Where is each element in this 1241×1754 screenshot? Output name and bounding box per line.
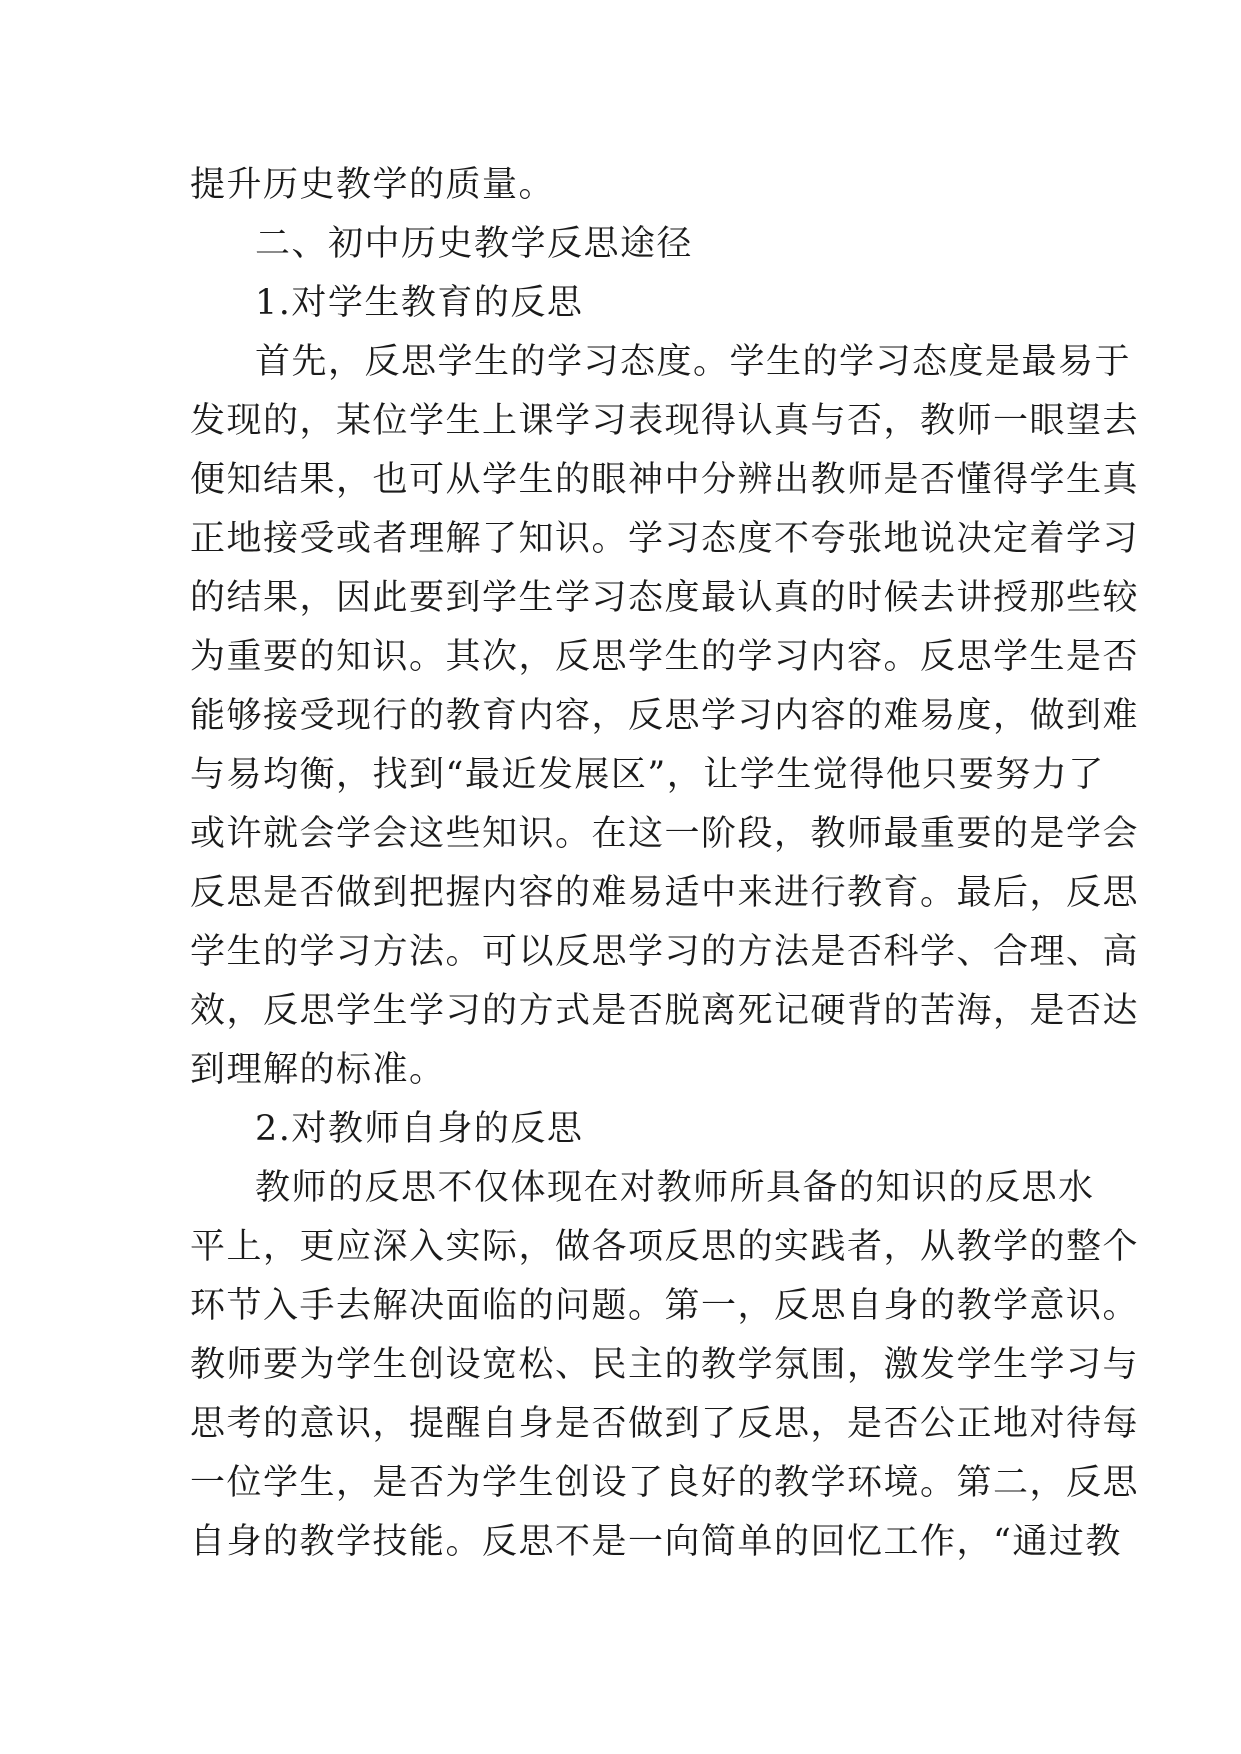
paragraph-line: 教师要为学生创设宽松、民主的教学氛围，激发学生学习与 (190, 1345, 1140, 1385)
paragraph-line: 效，反思学生学习的方式是否脱离死记硬背的苦海，是否达 (190, 991, 1140, 1031)
paragraph-line: 提升历史教学的质量。 (190, 165, 556, 205)
paragraph-line: 首先，反思学生的学习态度。学生的学习态度是最易于 (255, 342, 1132, 382)
section-heading: 二、初中历史教学反思途径 (255, 224, 694, 264)
paragraph-line: 学生的学习方法。可以反思学习的方法是否科学、合理、高 (190, 932, 1140, 972)
paragraph-line: 能够接受现行的教育内容，反思学习内容的难易度，做到难 (190, 696, 1140, 736)
paragraph-line: 发现的，某位学生上课学习表现得认真与否，教师一眼望去 (190, 401, 1140, 441)
paragraph-line: 或许就会学会这些知识。在这一阶段，教师最重要的是学会 (190, 814, 1140, 854)
paragraph-line: 便知结果，也可从学生的眼神中分辨出教师是否懂得学生真 (190, 460, 1140, 500)
paragraph-line: 自身的教学技能。反思不是一向简单的回忆工作，“通过教 (190, 1522, 1122, 1562)
paragraph-line: 为重要的知识。其次，反思学生的学习内容。反思学生是否 (190, 637, 1140, 677)
paragraph-line: 思考的意识，提醒自身是否做到了反思，是否公正地对待每 (190, 1404, 1140, 1444)
paragraph-line: 到理解的标准。 (190, 1050, 446, 1090)
subsection-heading: 1.对学生教育的反思 (255, 283, 584, 323)
paragraph-line: 与易均衡，找到“最近发展区”，让学生觉得他只要努力了 (190, 755, 1105, 795)
paragraph-line: 教师的反思不仅体现在对教师所具备的知识的反思水 (255, 1168, 1095, 1208)
paragraph-line: 的结果，因此要到学生学习态度最认真的时候去讲授那些较 (190, 578, 1140, 618)
subsection-heading: 2.对教师自身的反思 (255, 1109, 584, 1149)
paragraph-line: 一位学生，是否为学生创设了良好的教学环境。第二，反思 (190, 1463, 1140, 1503)
paragraph-line: 正地接受或者理解了知识。学习态度不夸张地说决定着学习 (190, 519, 1140, 559)
paragraph-line: 平上，更应深入实际，做各项反思的实践者，从教学的整个 (190, 1227, 1140, 1267)
paragraph-line: 环节入手去解决面临的问题。第一，反思自身的教学意识。 (190, 1286, 1140, 1326)
paragraph-line: 反思是否做到把握内容的难易适中来进行教育。最后，反思 (190, 873, 1140, 913)
